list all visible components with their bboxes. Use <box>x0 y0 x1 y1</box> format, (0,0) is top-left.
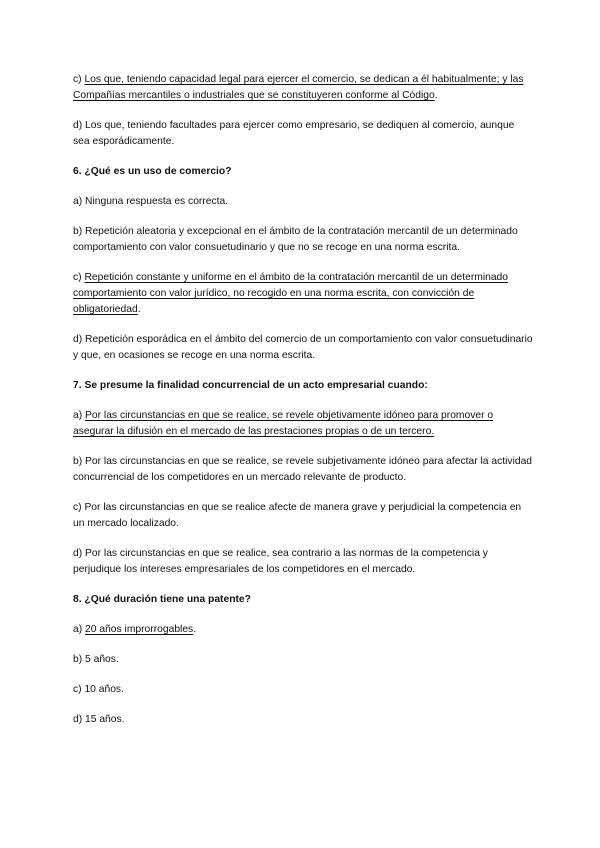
option-letter: a) <box>73 410 86 421</box>
q6-option-d: d) Repetición esporádica en el ámbito del comercio de un comportamiento con valor consuetudinario y que, en ocasiones se recoge en una norma escrita. <box>73 334 533 361</box>
correct-answer-text: Repetición constante y uniforme en el ámbito de la contratación mercantil de un determinado comportamiento con valor jurídico, no recogido en una norma escrita, con convicción de obligatoriedad <box>73 272 509 315</box>
correct-answer-text: 20 años improrrogables <box>85 624 194 635</box>
q7-option-a <box>73 408 533 440</box>
q7-option-c: c) Por las circunstancias en que se realice afecte de manera grave y perjudicial la competencia en un mercado localizado. <box>73 502 522 529</box>
q7-option-b: b) Por las circunstancias en que se realice, se revele subjetivamente idóneo para afectar la actividad concurrencial de los competidores en un mercado relevante de producto. <box>73 456 533 483</box>
q6-option-b: b) Repetición aleatoria y excepcional en el ámbito de la contratación mercantil de un determinado comportamiento con valor consuetudinario y que no se recoge en una norma escrita. <box>73 226 518 253</box>
q6-option-a: a) Ninguna respuesta es correcta. <box>73 196 229 207</box>
q7-option-d: d) Por las circunstancias en que se realice, sea contrario a las normas de la competencia y perjudique los intereses empresariales de los competidores en el mercado. <box>73 548 488 575</box>
option-letter: a) <box>73 624 86 635</box>
q5-option-c <box>73 72 533 104</box>
q7-title: 7. Se presume la finalidad concurrencial de un acto empresarial cuando: <box>73 380 428 391</box>
option-letter: c) <box>73 74 85 85</box>
punctuation: . <box>193 624 197 635</box>
q5-option-d: d) Los que, teniendo facultades para ejercer como empresario, se dediquen al comercio, aunque sea esporádicamente. <box>73 120 515 147</box>
q8-title: 8. ¿Qué duración tiene una patente? <box>73 594 251 605</box>
document-page <box>73 72 533 728</box>
q8-option-b: b) 5 años. <box>73 654 119 665</box>
option-letter: c) <box>73 272 85 283</box>
punctuation: . <box>434 90 438 101</box>
q8-option-a <box>73 622 533 638</box>
punctuation: . <box>137 304 141 315</box>
q6-option-c <box>73 270 533 318</box>
q8-option-c: c) 10 años. <box>73 684 124 695</box>
correct-answer-text: Por las circunstancias en que se realice, se revele objetivamente idóneo para promover o asegurar la difusión en el mercado de las prestaciones propias o de un tercero. <box>73 410 494 437</box>
q8-option-d: d) 15 años. <box>73 714 125 725</box>
correct-answer-text: Los que, teniendo capacidad legal para ejercer el comercio, se dedican a él habitualmente; y las Compañías mercantiles o industriales que se constituyeren conforme al Código <box>73 74 524 101</box>
q6-title: 6. ¿Qué es un uso de comercio? <box>73 166 232 177</box>
